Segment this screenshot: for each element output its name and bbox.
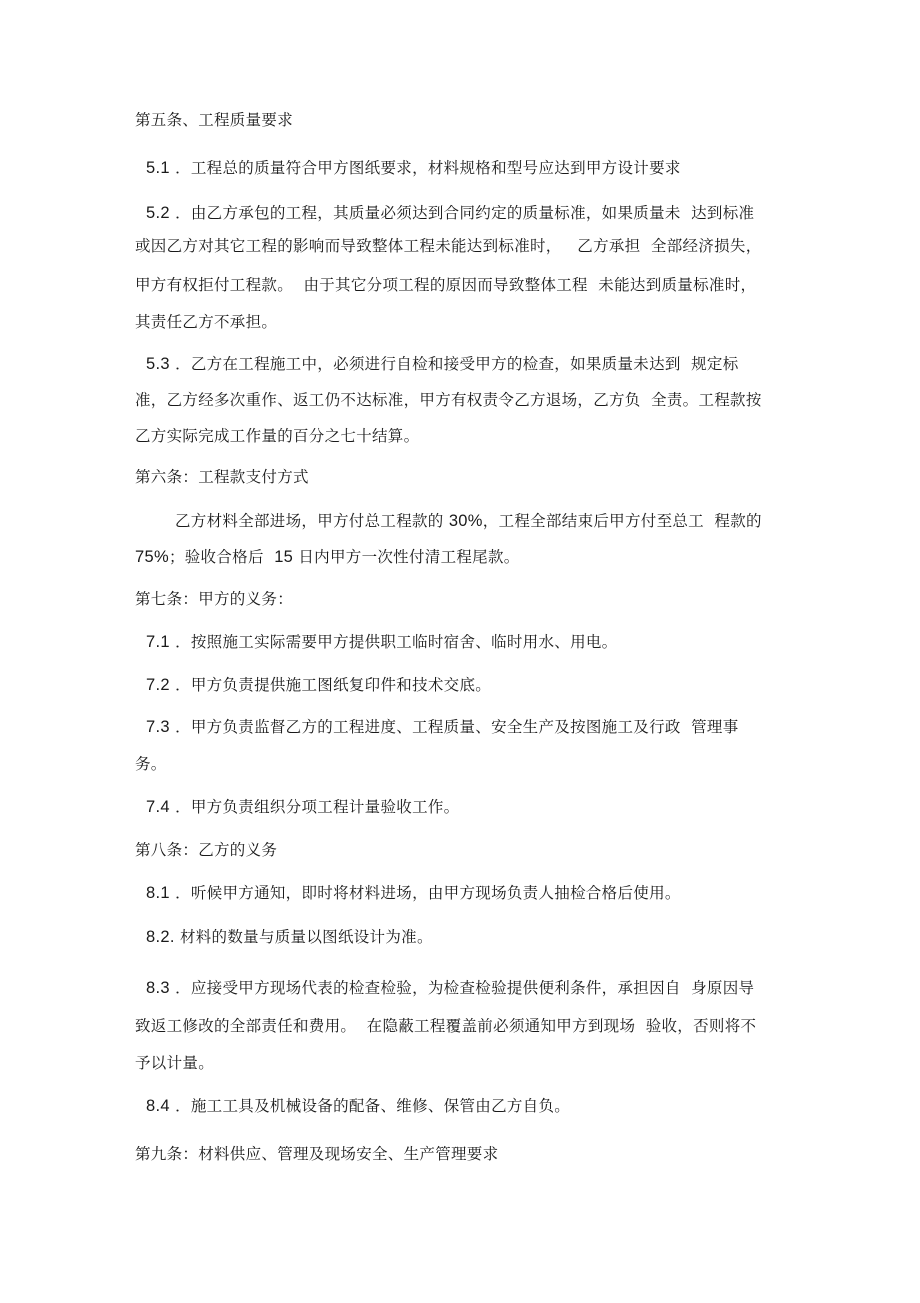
clause-7-3-number: 7.3 [146,718,170,736]
clause-8-4 [146,1096,570,1116]
clause-7-3-line-2: 务。 [135,755,167,773]
clause-5-1-text: ．工程总的质量符合甲方图纸要求，材料规格和型号应达到甲方设计要求 [169,159,681,177]
clause-7-1-number: 7.1 [146,633,170,651]
clause-5-3-text: ．乙方在工程施工中，必须进行自检和接受甲方的检查，如果质量未达到 规定标 [169,355,739,373]
clause-5-1 [146,158,681,178]
clause-5-3-line-3: 乙方实际完成工作量的百分之七十结算。 [135,427,420,445]
article-5-heading: 第五条、工程质量要求 [135,111,294,129]
payment-days: 15 [274,548,294,566]
clause-8-3-line-1 [146,978,754,998]
clause-8-1-number: 8.1 [146,884,170,902]
clause-7-1-text: ．按照施工实际需要甲方提供职工临时宿舍、临时用水、用电。 [169,633,618,651]
clause-8-3-number: 8.3 [146,979,170,997]
clause-8-2-text: 材料的数量与质量以图纸设计为准。 [174,928,433,946]
clause-7-4-text: ．甲方负责组织分项工程计量验收工作。 [169,798,460,816]
clause-8-3-text: ．应接受甲方现场代表的检查检验，为检查检验提供便利条件，承担因自 身原因导 [169,979,755,997]
clause-5-2-line-1 [146,203,754,223]
payment-line-2 [135,547,520,567]
clause-8-2 [146,927,433,947]
clause-7-3-text: ．甲方负责监督乙方的工程进度、工程质量、安全生产及按图施工及行政 管理事 [169,718,739,736]
clause-7-4 [146,797,459,817]
clause-7-2 [146,675,491,695]
clause-7-1 [146,632,617,652]
clause-8-4-number: 8.4 [146,1097,170,1115]
clause-5-2-line-4: 其责任乙方不承担。 [135,313,278,331]
article-9-heading: 第九条：材料供应、管理及现场安全、生产管理要求 [135,1145,499,1163]
article-7-heading: 第七条：甲方的义务： [135,590,294,608]
clause-7-4-number: 7.4 [146,798,170,816]
payment-text-a: 乙方材料全部进场，甲方付总工程款的 [175,512,449,530]
clause-7-3-line-1 [146,717,739,737]
article-6-heading: 第六条：工程款支付方式 [135,468,309,486]
article-8-heading: 第八条：乙方的义务 [135,841,278,859]
clause-7-2-text: ．甲方负责提供施工图纸复印件和技术交底。 [169,676,492,694]
clause-5-2-line-3: 甲方有权拒付工程款。 由于其它分项工程的原因而导致整体工程 未能达到质量标准时， [135,276,757,294]
clause-5-2-line-2: 或因乙方对其它工程的影响而导致整体工程未能达到标准时， 乙方承担 全部经济损失， [135,237,762,255]
clause-8-3-line-3: 予以计量。 [135,1054,215,1072]
clause-8-3-line-2: 致返工修改的全部责任和费用。 在隐蔽工程覆盖前必须通知甲方到现场 验收，否则将不 [135,1017,757,1035]
clause-8-1 [146,883,681,903]
clause-8-2-number: 8.2. [146,928,175,946]
clause-8-4-text: ．施工工具及机械设备的配备、维修、保管由乙方自负。 [169,1097,571,1115]
clause-5-2-number: 5.2 [146,204,170,222]
clause-5-3-line-2: 准，乙方经多次重作、返工仍不达标准，甲方有权责令乙方退场，乙方负 全责。工程款按 [135,391,762,409]
clause-7-2-number: 7.2 [146,676,170,694]
payment-percent-30: 30% [448,512,483,530]
clause-5-2-text: ．由乙方承包的工程，其质量必须达到合同约定的质量标准，如果质量未 达到标准 [169,204,755,222]
payment-percent-75: 75% [135,548,169,566]
clause-8-1-text: ．听候甲方通知，即时将材料进场，由甲方现场负责人抽检合格后使用。 [169,884,681,902]
clause-5-3-line-1 [146,354,739,374]
clause-5-3-number: 5.3 [146,355,170,373]
payment-text-b: ，工程全部结束后甲方付至总工 程款的 [482,512,762,530]
payment-text-d: 日内甲方一次性付清工程尾款。 [293,548,520,566]
clause-5-1-number: 5.1 [146,159,170,177]
payment-text-c: ；验收合格后 [168,548,275,566]
payment-line-1 [175,511,762,531]
